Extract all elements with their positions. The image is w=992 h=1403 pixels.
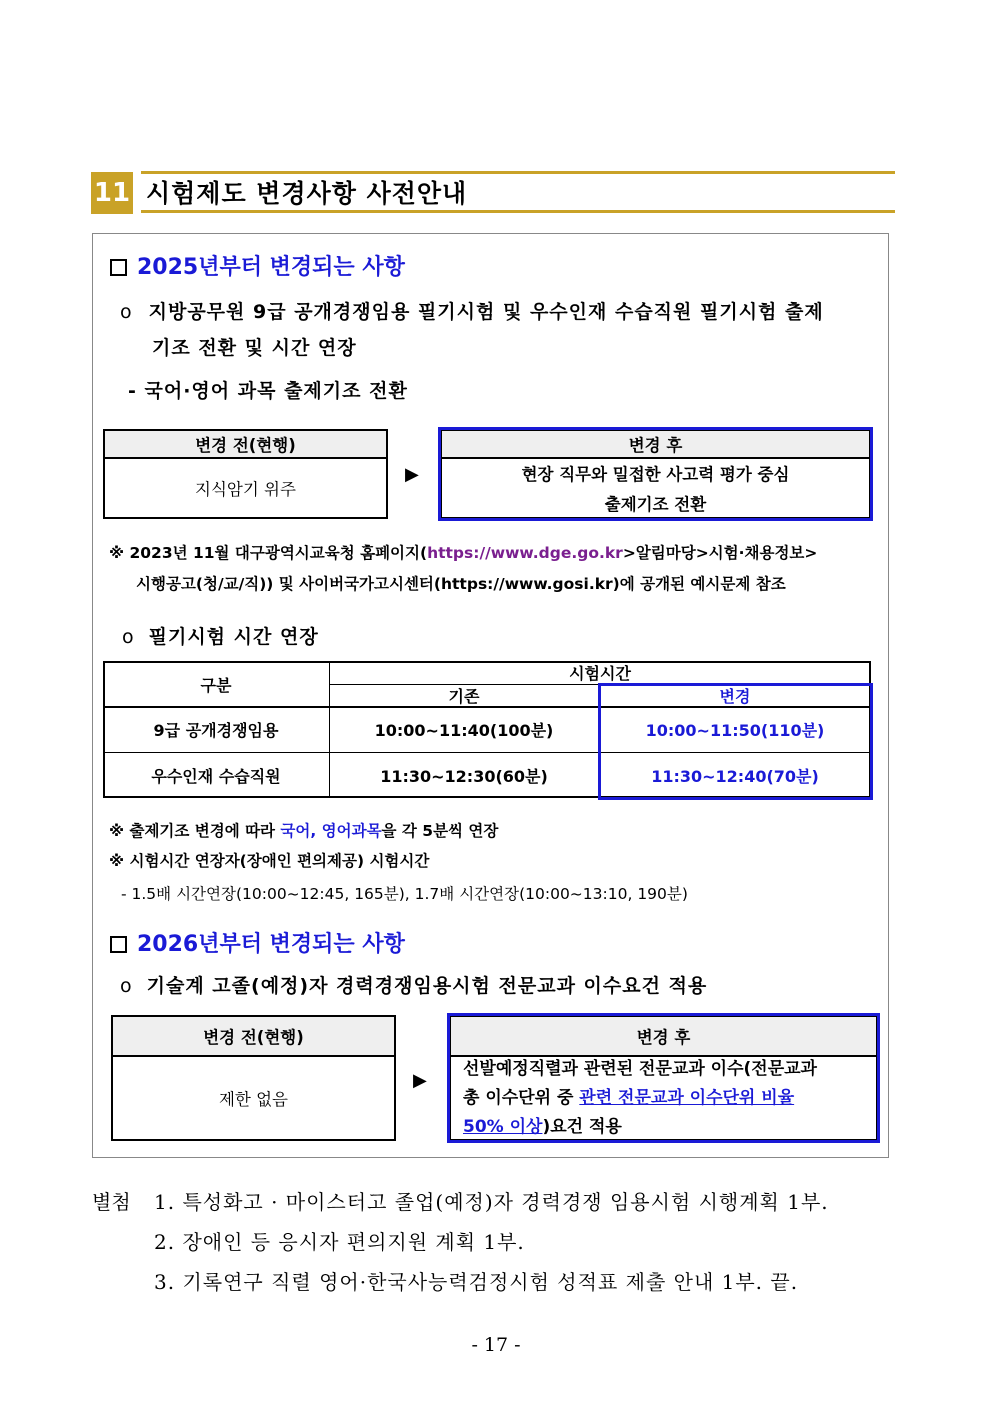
note-1-suffix: >알림마당>시험·채용정보> [622, 544, 818, 562]
bullet-2025-2-text: 필기시험 시간 연장 [148, 626, 319, 648]
attachments-label: 별첨 [92, 1190, 131, 1214]
compare-before-body: 지식암기 위주 [103, 457, 388, 519]
heading-2025 [110, 250, 405, 281]
arrow-right-icon: ▶ [405, 464, 419, 485]
note-1-line2: 시행공고(청/교/직)) 및 사이버국가고시센터(https://www.gosi.kr)에 공개된 예시문제 참조 [136, 575, 786, 593]
sub-item-2025-1: - 국어·영어 과목 출제기조 전환 [128, 380, 408, 402]
heading-2026-text: 2026년부터 변경되는 사항 [137, 932, 405, 957]
section-number: 11 [91, 172, 133, 214]
after-line2-highlight: 관련 전문교과 이수단위 비율 [579, 1087, 795, 1108]
compare-2026-before-head: 변경 전(현행) [111, 1015, 396, 1057]
row-2-category: 우수인재 수습직원 [151, 766, 281, 786]
after-line3-suffix: )요건 적용 [542, 1116, 622, 1137]
note-1-url[interactable]: https://www.dge.go.kr [427, 544, 623, 562]
section-title: 시험제도 변경사항 사전안내 [146, 179, 468, 208]
note-2 [109, 819, 498, 841]
heading-2025-text: 2025년부터 변경되는 사항 [137, 255, 405, 280]
bullet-2026-1-text: 기술계 고졸(예정)자 경력경쟁임용시험 전문교과 이수요건 적용 [146, 975, 708, 997]
note-1-prefix: ※ 2023년 11월 대구광역시교육청 홈페이지( [109, 544, 428, 562]
circle-bullet-icon: o [120, 301, 133, 323]
after-line2-prefix: 총 이수단위 중 [463, 1087, 580, 1108]
th-before: 기존 [448, 686, 480, 706]
compare-2026-after-line1: 선발예정직렬과 관련된 전문교과 이수(전문교과 [463, 1058, 817, 1079]
bullet-2026-1 [120, 971, 707, 998]
heading-2026 [110, 927, 405, 958]
note-3: ※ 시험시간 연장자(장애인 편의제공) 시험시간 [109, 852, 430, 870]
attachment-item-1: 1. 특성화고 · 마이스터고 졸업(예정)자 경력경쟁 임용시험 시행계획 1부. [154, 1190, 829, 1214]
th-category: 구분 [200, 675, 232, 695]
after-highlight-frame [438, 427, 873, 521]
after-2026-highlight-frame [447, 1013, 880, 1143]
changed-column-frame [598, 683, 873, 800]
row-2-after: 11:30~12:40(70분) [651, 766, 819, 786]
checkbox-icon [110, 259, 127, 276]
note-2-highlight: 국어, 영어과목 [280, 822, 382, 840]
compare-2026-before-body: 제한 없음 [111, 1055, 396, 1141]
circle-bullet-icon: o [120, 975, 133, 997]
page-number: - 17 - [471, 1334, 521, 1356]
after-line3-highlight: 50% 이상 [463, 1116, 543, 1137]
arrow-right-icon: ▶ [413, 1070, 427, 1091]
row-1-category: 9급 공개경쟁임용 [153, 721, 279, 740]
note-3-detail: - 1.5배 시간연장(10:00~12:45, 165분), 1.7배 시간연장(10:00~13:10, 190분) [121, 885, 688, 903]
bullet-2025-2 [122, 622, 319, 649]
row-1-after: 10:00~11:50(110분) [645, 721, 825, 740]
row-2-before: 11:30~12:30(60분) [380, 766, 548, 786]
compare-after-head: 변경 후 [440, 429, 871, 459]
checkbox-icon [110, 936, 127, 953]
note-1 [109, 541, 817, 563]
circle-bullet-icon: o [122, 626, 135, 648]
th-after: 변경 [719, 686, 751, 706]
bullet-2025-1-line1: 지방공무원 9급 공개경쟁임용 필기시험 및 우수인재 수습직원 필기시험 출제 [148, 301, 824, 323]
row-1-before: 10:00~11:40(100분) [374, 721, 554, 740]
note-2-suffix: 을 각 5분씩 연장 [381, 822, 499, 840]
bullet-2025-1-line2: 기조 전환 및 시간 연장 [152, 337, 357, 359]
attachment-item-3: 3. 기록연구 직렬 영어·한국사능력검정시험 성적표 제출 안내 1부. 끝. [154, 1270, 799, 1294]
compare-before-head: 변경 전(현행) [103, 429, 388, 459]
note-2-prefix: ※ 출제기조 변경에 따라 [109, 822, 281, 840]
attachment-item-2: 2. 장애인 등 응시자 편의지원 계획 1부. [154, 1230, 525, 1254]
compare-after-line1: 현장 직무와 밀접한 사고력 평가 중심 [521, 465, 790, 484]
compare-after-line2: 출제기조 전환 [604, 495, 707, 514]
bullet-2025-1 [120, 297, 824, 324]
header-rule-bottom [141, 210, 895, 213]
th-time: 시험시간 [569, 664, 631, 683]
compare-2026-after-head: 변경 후 [449, 1015, 878, 1057]
